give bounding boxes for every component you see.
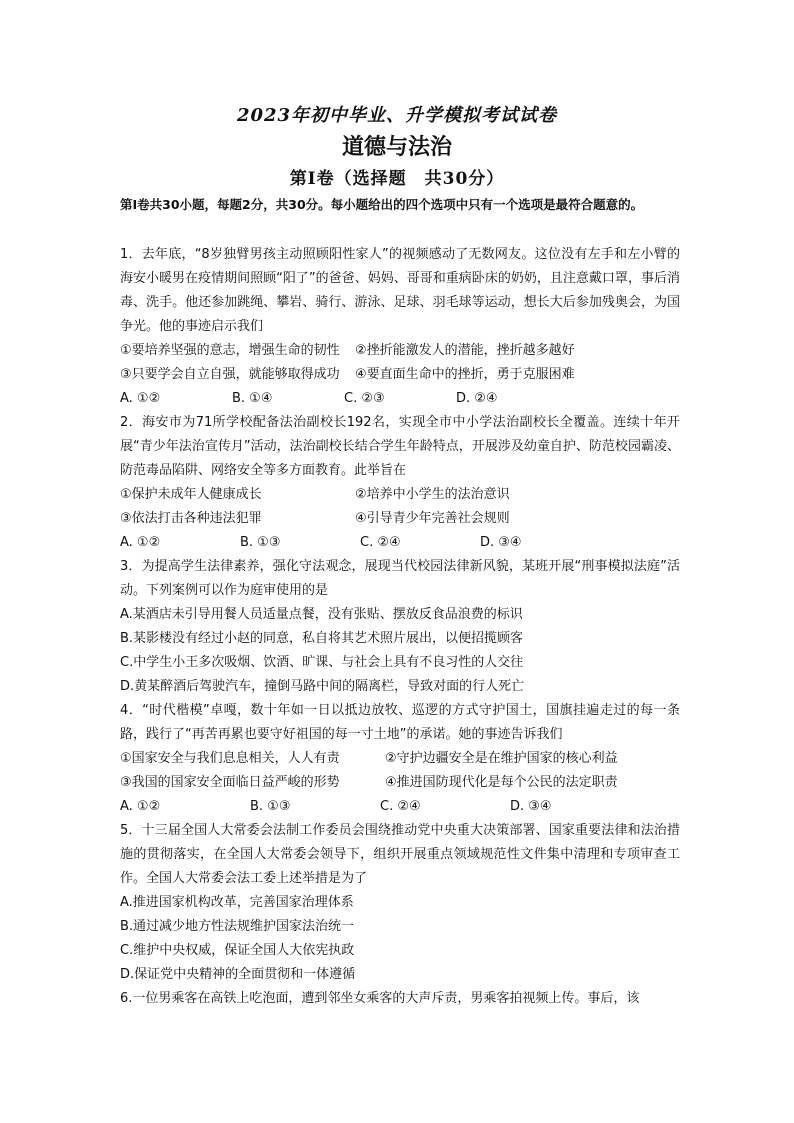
choice-a: A. ①② xyxy=(120,535,161,550)
statement: ③只要学会自立自强，就能够取得成功 xyxy=(120,367,340,382)
choice-b: B. ①④ xyxy=(232,391,273,406)
question-1-choices xyxy=(120,387,680,411)
question-2-choices xyxy=(120,531,680,555)
question-1-statements-row-2 xyxy=(120,363,680,387)
question-2-statements-row-1 xyxy=(120,483,680,507)
option-d: D.黄某醉酒后驾驶汽车，撞倒马路中间的隔离栏，导致对面的行人死亡 xyxy=(120,679,525,694)
statement: ④要直面生命中的挫折，勇于克服困难 xyxy=(355,367,575,382)
statement: ②挫折能激发人的潜能，挫折越多越好 xyxy=(355,343,575,358)
option-b: B.某影楼没有经过小赵的同意，私自将其艺术照片展出，以便招揽顾客 xyxy=(120,631,524,646)
question-4-statements-row-2 xyxy=(120,771,680,795)
choice-d: D. ③④ xyxy=(480,535,522,550)
option-b: B.通过减少地方性法规维护国家法治统一 xyxy=(120,919,355,934)
question-6-stem: 6.一位男乘客在高铁上吃泡面，遭到邻坐女乘客的大声斥责，男乘客拍视频上传。事后，该 xyxy=(120,991,640,1006)
questions-list xyxy=(120,243,680,1011)
option-d: D.保证党中央精神的全面贯彻和一体遵循 xyxy=(120,967,356,982)
question-1-stem: 1．去年底，“8岁独臂男孩主动照顾阳性家人”的视频感动了无数网友。这位没有左手和左小臂的海安小暖男在疫情期间照顾“阳了”的爸爸、妈妈、哥哥和重病卧床的奶奶，且注意戴口罩，事后消毒、洗手。他还参加跳绳、攀岩、骑行、游泳、足球、羽毛球等运动，想长大后参加残奥会，为国争光。他的事迹启示我们 xyxy=(120,247,680,334)
question-4-choices xyxy=(120,795,680,819)
exam-title: 2023年初中毕业、升学模拟考试试卷 xyxy=(236,105,558,126)
statement: ②培养中小学生的法治意识 xyxy=(355,487,510,502)
section-title: 第Ⅰ卷（选择题 共30分） xyxy=(289,169,505,189)
question-5-stem: 5．十三届全国人大常委会法制工作委员会围绕推动党中央重大决策部署、国家重要法律和法治措施的贯彻落实，在全国人大常委会领导下，组织开展重点领域规范性文件集中清理和专项审查工作。全国人大常委会法工委上述举措是为了 xyxy=(120,823,680,886)
statement: ③我国的国家安全面临日益严峻的形势 xyxy=(120,775,340,790)
choice-b: B. ①③ xyxy=(250,799,291,814)
statement: ③依法打击各种违法犯罪 xyxy=(120,511,262,526)
choice-b: B. ①③ xyxy=(240,535,281,550)
choice-c: C. ②④ xyxy=(380,799,421,814)
choice-a: A. ①② xyxy=(120,391,161,406)
question-1-statements-row-1 xyxy=(120,339,680,363)
option-c: C.中学生小王多次吸烟、饮酒、旷课、与社会上具有不良习性的人交往 xyxy=(120,655,524,670)
choice-a: A. ①② xyxy=(120,799,161,814)
option-a: A.某酒店未引导用餐人员适量点餐，没有张贴、摆放反食品浪费的标识 xyxy=(120,607,523,622)
subject-title: 道德与法治 xyxy=(341,134,452,160)
statement: ①要培养坚强的意志，增强生命的韧性 xyxy=(120,343,340,358)
question-4-statements-row-1 xyxy=(120,747,680,771)
statement: ①国家安全与我们息息相关，人人有责 xyxy=(120,751,340,766)
statement: ②守护边疆安全是在维护国家的核心利益 xyxy=(385,751,618,766)
option-a: A.推进国家机构改革，完善国家治理体系 xyxy=(120,895,354,910)
question-3-stem: 3．为提高学生法律素养，强化守法观念，展现当代校园法律新风貌，某班开展“刑事模拟法庭”活动。下列案例可以作为庭审使用的是 xyxy=(120,559,680,598)
question-2-stem: 2．海安市为71所学校配备法治副校长192名，实现全市中小学法治副校长全覆盖。连续十年开展“青少年法治宣传月”活动，法治副校长结合学生年龄特点，开展涉及幼童自护、防范校园霸凌、防范毒品陷阱、网络安全等多方面教育。此举旨在 xyxy=(120,415,680,478)
question-4-stem: 4．“时代楷模”卓嘎，数十年如一日以抵边放牧、巡逻的方式守护国土，国旗挂遍走过的每一条路，践行了“再苦再累也要守好祖国的每一寸土地”的承诺。她的事迹告诉我们 xyxy=(120,703,680,742)
option-c: C.维护中央权威，保证全国人大依宪执政 xyxy=(120,943,355,958)
question-2-statements-row-2 xyxy=(120,507,680,531)
choice-c: C. ②④ xyxy=(360,535,401,550)
statement: ④引导青少年完善社会规则 xyxy=(355,511,510,526)
statement: ①保护未成年人健康成长 xyxy=(120,487,262,502)
choice-c: C. ②③ xyxy=(344,391,385,406)
statement: ④推进国防现代化是每个公民的法定职责 xyxy=(385,775,618,790)
choice-d: D. ②④ xyxy=(456,391,498,406)
choice-d: D. ③④ xyxy=(510,799,552,814)
section-instructions: 第Ⅰ卷共30小题，每题2分，共30分。每小题给出的四个选项中只有一个选项是最符合题意的。 xyxy=(120,197,644,212)
